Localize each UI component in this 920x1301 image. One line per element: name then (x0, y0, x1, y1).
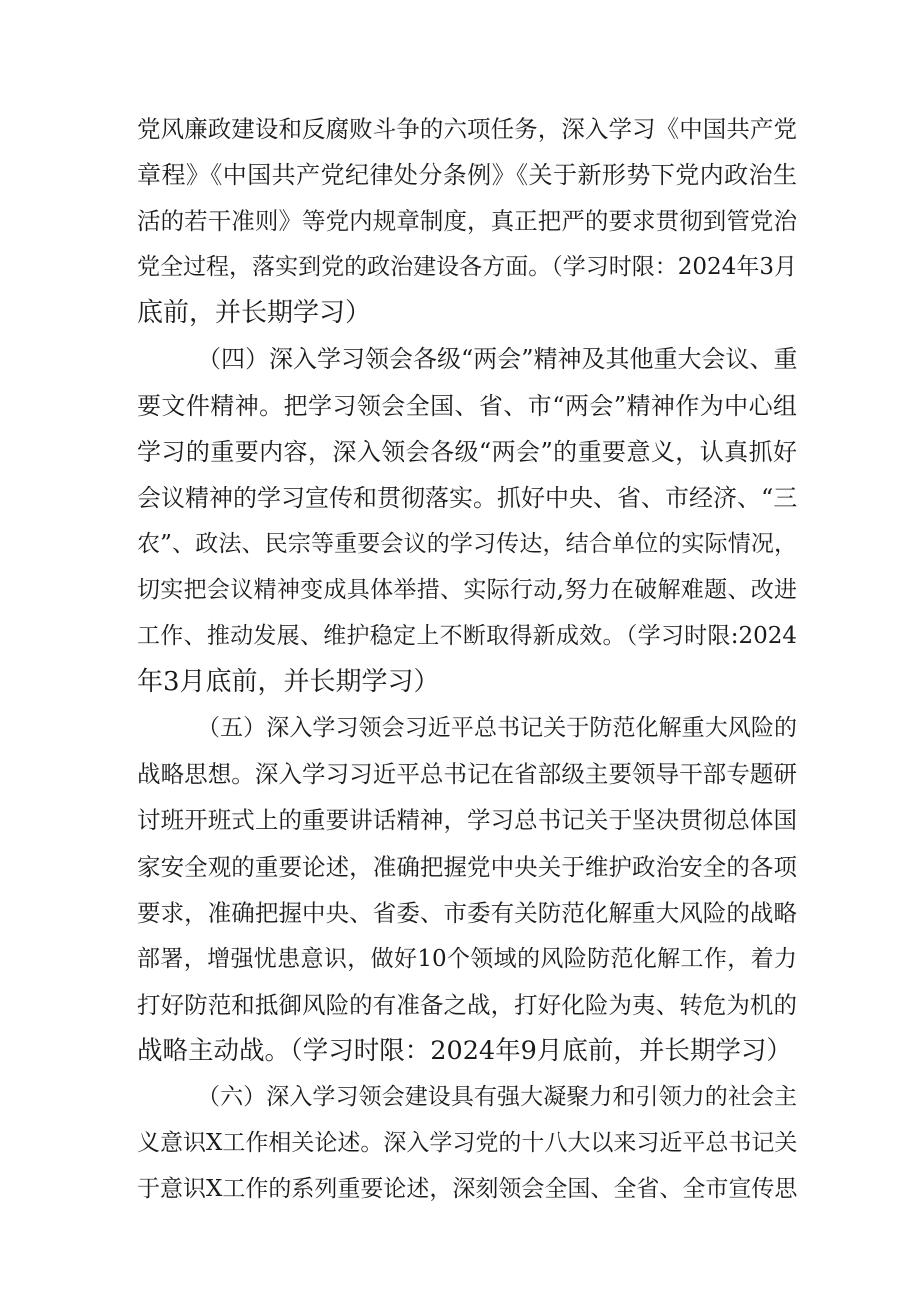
text-line: 学习的重要内容，深入领会各级“两会”的重要意义，认真抓好 (137, 437, 797, 466)
text-line: 党风廉政建设和反腐败斗争的六项任务，深入学习《中国共产党 (137, 115, 797, 143)
paragraph-first-line: （六）深入学习领会建设具有强大凝聚力和引领力的社会主 (197, 1083, 797, 1110)
text-line: 打好防范和抵御风险的有准备之战，打好化险为夷、转危为机的 (137, 990, 797, 1019)
paragraph-first-line: （五）深入学习领会习近平总书记关于防范化解重大风险的 (197, 715, 797, 742)
document-body (137, 106, 797, 1212)
text-line: 于意识X工作的系列重要论述，深刻领会全国、全省、全市宣传思 (137, 1176, 798, 1203)
text-line: 部署，增强忧患意识，做好10个领域的风险防范化解工作，着力 (137, 945, 797, 972)
text-line: 讨班开班式上的重要讲话精神，学习总书记关于坚决贯彻总体国 (137, 806, 797, 835)
text-line: 家安全观的重要论述，准确把握党中央关于维护政治安全的各项 (137, 852, 797, 881)
text-line: 党全过程，落实到党的政治建设各方面。（学习时限：2024年3月 (137, 254, 797, 281)
text-line: 农”、政法、民宗等重要会议的学习传达，结合单位的实际情况， (137, 530, 797, 557)
text-line: 战略主动战。（学习时限：2024年9月底前，并长期学习） (137, 1035, 792, 1066)
text-line: 底前，并长期学习） (137, 298, 372, 329)
text-line: 切实把会议精神变成具体举措、实际行动,努力在破解难题、改进 (137, 576, 797, 603)
text-line: 要文件精神。把学习领会全国、省、市“两会”精神作为中心组 (137, 391, 797, 420)
text-line: 义意识X工作相关论述。深入学习党的十八大以来习近平总书记关 (137, 1130, 798, 1157)
text-line: 活的若干准则》等党内规章制度，真正把严的要求贯彻到管党治 (137, 207, 797, 236)
text-line: 年3月底前，并长期学习） (137, 667, 440, 698)
text-line: 会议精神的学习宣传和贯彻落实。抓好中央、省、市经济、“三 (137, 483, 798, 512)
text-line: 工作、推动发展、维护稳定上不断取得新成效。（学习时限:2024 (137, 623, 797, 650)
text-line: 章程》《中国共产党纪律处分条例》《关于新形势下党内政治生 (137, 161, 797, 190)
text-line: 战略思想。深入学习习近平总书记在省部级主要领导干部专题研 (137, 760, 797, 789)
paragraph-first-line: （四）深入学习领会各级“两会”精神及其他重大会议、重 (197, 345, 798, 374)
text-line: 要求，准确把握中央、省委、市委有关防范化解重大风险的战略 (137, 898, 797, 927)
